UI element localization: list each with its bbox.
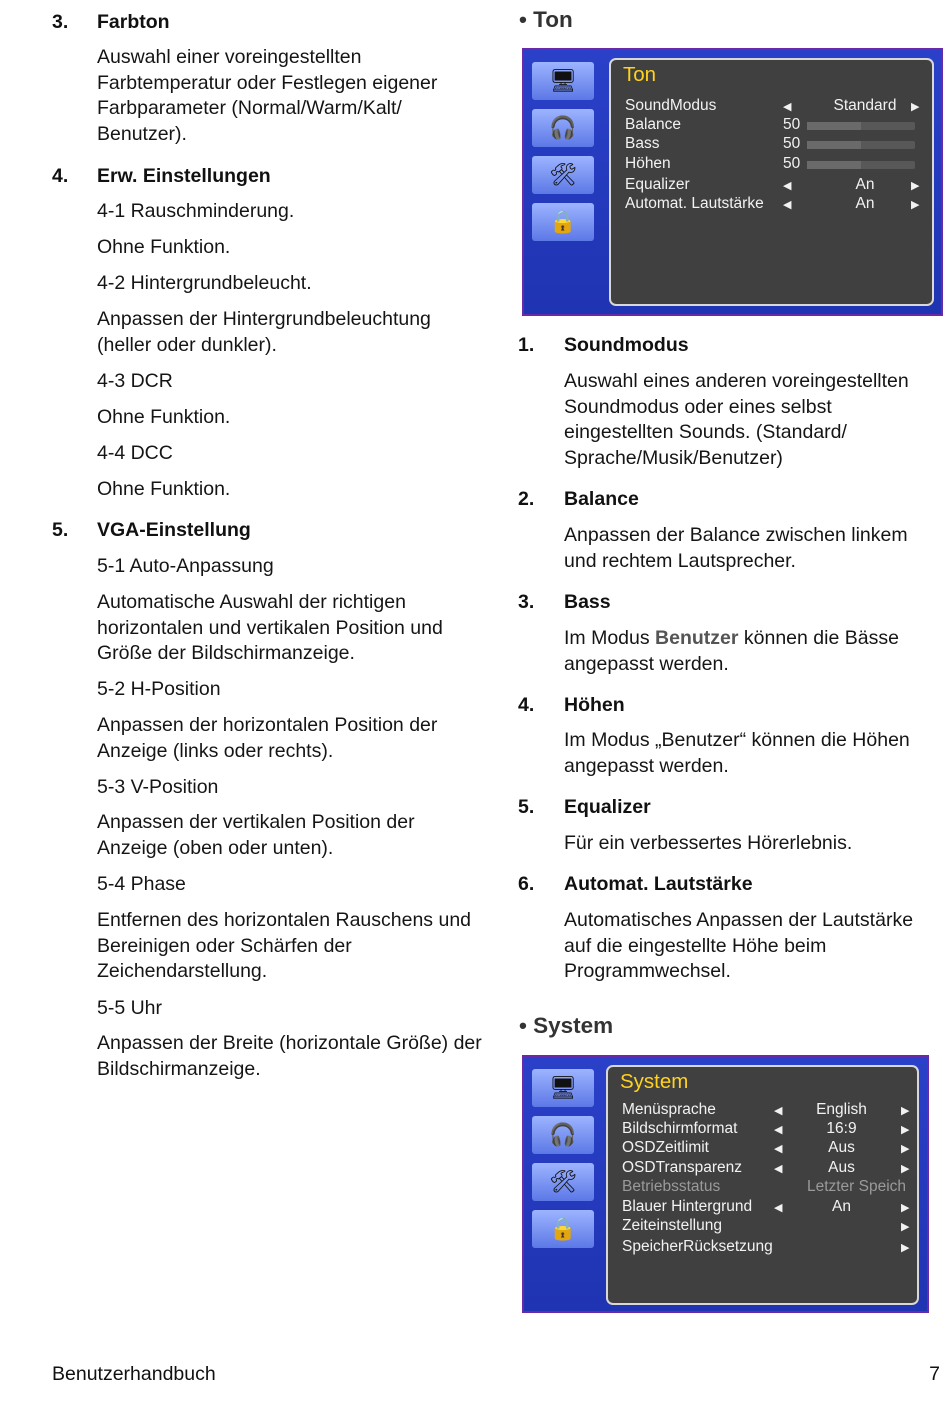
osd-row-label: Betriebsstatus	[622, 1178, 721, 1195]
osd-row-label: OSDTransparenz	[622, 1159, 743, 1176]
arrow-left-icon: ◀	[774, 1143, 783, 1155]
osd-row	[625, 176, 932, 195]
lock-icon: 🔒	[532, 1210, 594, 1248]
osd-row-label: Bass	[625, 135, 660, 152]
arrow-right-icon: ▶	[901, 1242, 910, 1254]
osd-row-value: English	[816, 1101, 867, 1118]
paragraph: 5-3 V-Position	[97, 776, 219, 798]
paragraph: Ohne Funktion.	[97, 406, 231, 428]
arrow-left-icon: ◀	[783, 180, 792, 192]
sound-icon: 🎧	[532, 109, 594, 147]
osd-row-value: 50	[783, 155, 801, 172]
osd-row-label: Blauer Hintergrund	[622, 1198, 753, 1215]
item-number: 6.	[518, 873, 535, 895]
paragraph: Automatische Auswahl der richtigen horizontalen und vertikalen Position und Größe der Bildschirmanzeige.	[97, 591, 443, 665]
item-number: 4.	[52, 165, 69, 187]
osd-row	[625, 195, 932, 214]
text-segment: können die Bässe angepasst werden.	[564, 627, 899, 675]
osd-icon-bar	[532, 1069, 596, 1257]
osd-row	[622, 1139, 917, 1158]
paragraph: Entfernen des horizontalen Rauschens und Bereinigen oder Schärfen der Zeichendarstellung.	[97, 909, 472, 983]
osd-row	[622, 1217, 917, 1236]
item-number: 1.	[518, 334, 535, 356]
arrow-left-icon: ◀	[774, 1163, 783, 1175]
arrow-left-icon: ◀	[783, 101, 792, 113]
osd-row	[625, 97, 932, 116]
item-number: 3.	[52, 11, 69, 33]
osd-row-value: 50	[783, 135, 801, 152]
item-number: 3.	[518, 591, 535, 613]
paragraph: Auswahl eines anderen voreingestellten Soundmodus oder eines selbst eingestellten Sounds. (Standard/ Sprache/Musik/Benutzer)	[564, 370, 909, 470]
paragraph: 4-4 DCC	[97, 442, 173, 464]
osd-row-value: Aus	[828, 1159, 855, 1176]
paragraph: 5-2 H-Position	[97, 678, 221, 700]
paragraph: 4-3 DCR	[97, 370, 173, 392]
paragraph: 5-4 Phase	[97, 873, 186, 895]
paragraph: Anpassen der vertikalen Position der Anzeige (oben oder unten).	[97, 811, 415, 859]
paragraph: Ohne Funktion.	[97, 236, 231, 258]
osd-title: Ton	[623, 63, 657, 86]
osd-row-label: Zeiteinstellung	[622, 1217, 722, 1234]
paragraph: Anpassen der Balance zwischen linkem und rechtem Lautsprecher.	[564, 524, 908, 572]
arrow-left-icon: ◀	[783, 199, 792, 211]
arrow-left-icon: ◀	[774, 1105, 783, 1117]
osd-title: System	[620, 1070, 689, 1093]
osd-row-label: Menüsprache	[622, 1101, 716, 1118]
ton-osd-screenshot	[522, 48, 943, 316]
paragraph: Anpassen der Hintergrundbeleuchtung (heller oder dunkler).	[97, 308, 431, 356]
arrow-right-icon: ▶	[901, 1163, 910, 1175]
item-number: 5.	[518, 796, 535, 818]
paragraph	[564, 626, 939, 677]
osd-row-label: Automat. Lautstärke	[625, 195, 764, 212]
paragraph: 4-1 Rauschminderung.	[97, 200, 295, 222]
paragraph: 5-5 Uhr	[97, 997, 163, 1019]
slider-fill	[807, 161, 861, 169]
slider-bar	[807, 122, 915, 130]
osd-row	[622, 1238, 917, 1257]
osd-row-value: Aus	[828, 1139, 855, 1156]
osd-row	[622, 1198, 917, 1217]
item-heading: Automat. Lautstärke	[564, 873, 753, 895]
sound-icon: 🎧	[532, 1116, 594, 1154]
section-heading-system: • System	[519, 1013, 614, 1038]
osd-row	[622, 1101, 917, 1120]
item-heading: VGA-Einstellung	[97, 519, 251, 541]
paragraph: Für ein verbessertes Hörerlebnis.	[564, 832, 853, 854]
section-heading-ton: • Ton	[519, 7, 573, 32]
osd-row-label: OSDZeitlimit	[622, 1139, 709, 1156]
paragraph: Im Modus „Benutzer“ können die Höhen angepasst werden.	[564, 729, 910, 777]
osd-row-value: An	[832, 1198, 851, 1215]
system-osd-screenshot	[522, 1055, 929, 1313]
slider-fill	[807, 141, 861, 149]
tools-icon: 🛠	[532, 1163, 594, 1201]
item-heading: Soundmodus	[564, 334, 689, 356]
item-number: 5.	[52, 519, 69, 541]
lock-icon: 🔒	[532, 203, 594, 241]
arrow-right-icon: ▶	[901, 1221, 910, 1233]
page-number: 7	[929, 1363, 940, 1385]
osd-row	[625, 116, 932, 135]
osd-row-label: SpeicherRücksetzung	[622, 1238, 773, 1255]
osd-row-value: Letzter Speich	[806, 1178, 907, 1195]
slider-fill	[807, 122, 861, 130]
arrow-right-icon: ▶	[901, 1124, 910, 1136]
paragraph: Ohne Funktion.	[97, 478, 231, 500]
item-heading: Bass	[564, 591, 611, 613]
osd-menu-panel	[609, 58, 934, 306]
arrow-right-icon: ▶	[911, 180, 920, 192]
paragraph: 4-2 Hintergrundbeleucht.	[97, 272, 312, 294]
osd-row-label: Bildschirmformat	[622, 1120, 738, 1137]
tools-icon: 🛠	[532, 156, 594, 194]
arrow-right-icon: ▶	[901, 1143, 910, 1155]
osd-row-label: Balance	[625, 116, 682, 133]
paragraph: Anpassen der Breite (horizontale Größe) der Bildschirmanzeige.	[97, 1032, 482, 1080]
slider-bar	[807, 161, 915, 169]
arrow-right-icon: ▶	[901, 1105, 910, 1117]
osd-icon-bar	[532, 62, 596, 250]
osd-row-label: Equalizer	[625, 176, 690, 193]
item-number: 4.	[518, 694, 535, 716]
paragraph: Anpassen der horizontalen Position der Anzeige (links oder rechts).	[97, 714, 438, 762]
item-heading: Höhen	[564, 694, 625, 716]
osd-row-disabled	[622, 1178, 917, 1197]
osd-row	[625, 135, 932, 154]
osd-row	[622, 1159, 917, 1178]
monitor-icon: 🖥	[532, 62, 594, 100]
monitor-icon: 🖥	[532, 1069, 594, 1107]
osd-row-value: An	[855, 195, 875, 212]
osd-row-value: 50	[783, 116, 801, 133]
osd-row-value: An	[855, 176, 875, 193]
item-heading: Farbton	[97, 11, 170, 33]
arrow-right-icon: ▶	[901, 1202, 910, 1214]
paragraph: Automatisches Anpassen der Lautstärke auf die eingestellte Höhe beim Programmwechsel.	[564, 909, 914, 983]
slider-bar	[807, 141, 915, 149]
osd-row	[625, 155, 932, 174]
arrow-left-icon: ◀	[774, 1124, 783, 1136]
paragraph: Auswahl einer voreingestellten Farbtemperatur oder Festlegen eigener Farbparameter (Normal/Warm/Kalt/ Benutzer).	[97, 46, 438, 146]
osd-row	[622, 1120, 917, 1139]
text-segment: Im Modus	[564, 627, 656, 649]
item-number: 2.	[518, 488, 535, 510]
arrow-right-icon: ▶	[911, 199, 920, 211]
emphasis-text: Benutzer	[655, 627, 739, 649]
arrow-left-icon: ◀	[774, 1202, 783, 1214]
item-heading: Balance	[564, 488, 639, 510]
item-heading: Erw. Einstellungen	[97, 165, 271, 187]
osd-row-label: SoundModus	[625, 97, 717, 114]
footer-title: Benutzerhandbuch	[52, 1363, 216, 1385]
osd-row-label: Höhen	[625, 155, 671, 172]
osd-row-value: Standard	[833, 97, 897, 114]
arrow-right-icon: ▶	[911, 101, 920, 113]
osd-row-value: 16:9	[826, 1120, 857, 1137]
paragraph: 5-1 Auto-Anpassung	[97, 555, 274, 577]
item-heading: Equalizer	[564, 796, 651, 818]
osd-menu-panel	[606, 1065, 919, 1305]
